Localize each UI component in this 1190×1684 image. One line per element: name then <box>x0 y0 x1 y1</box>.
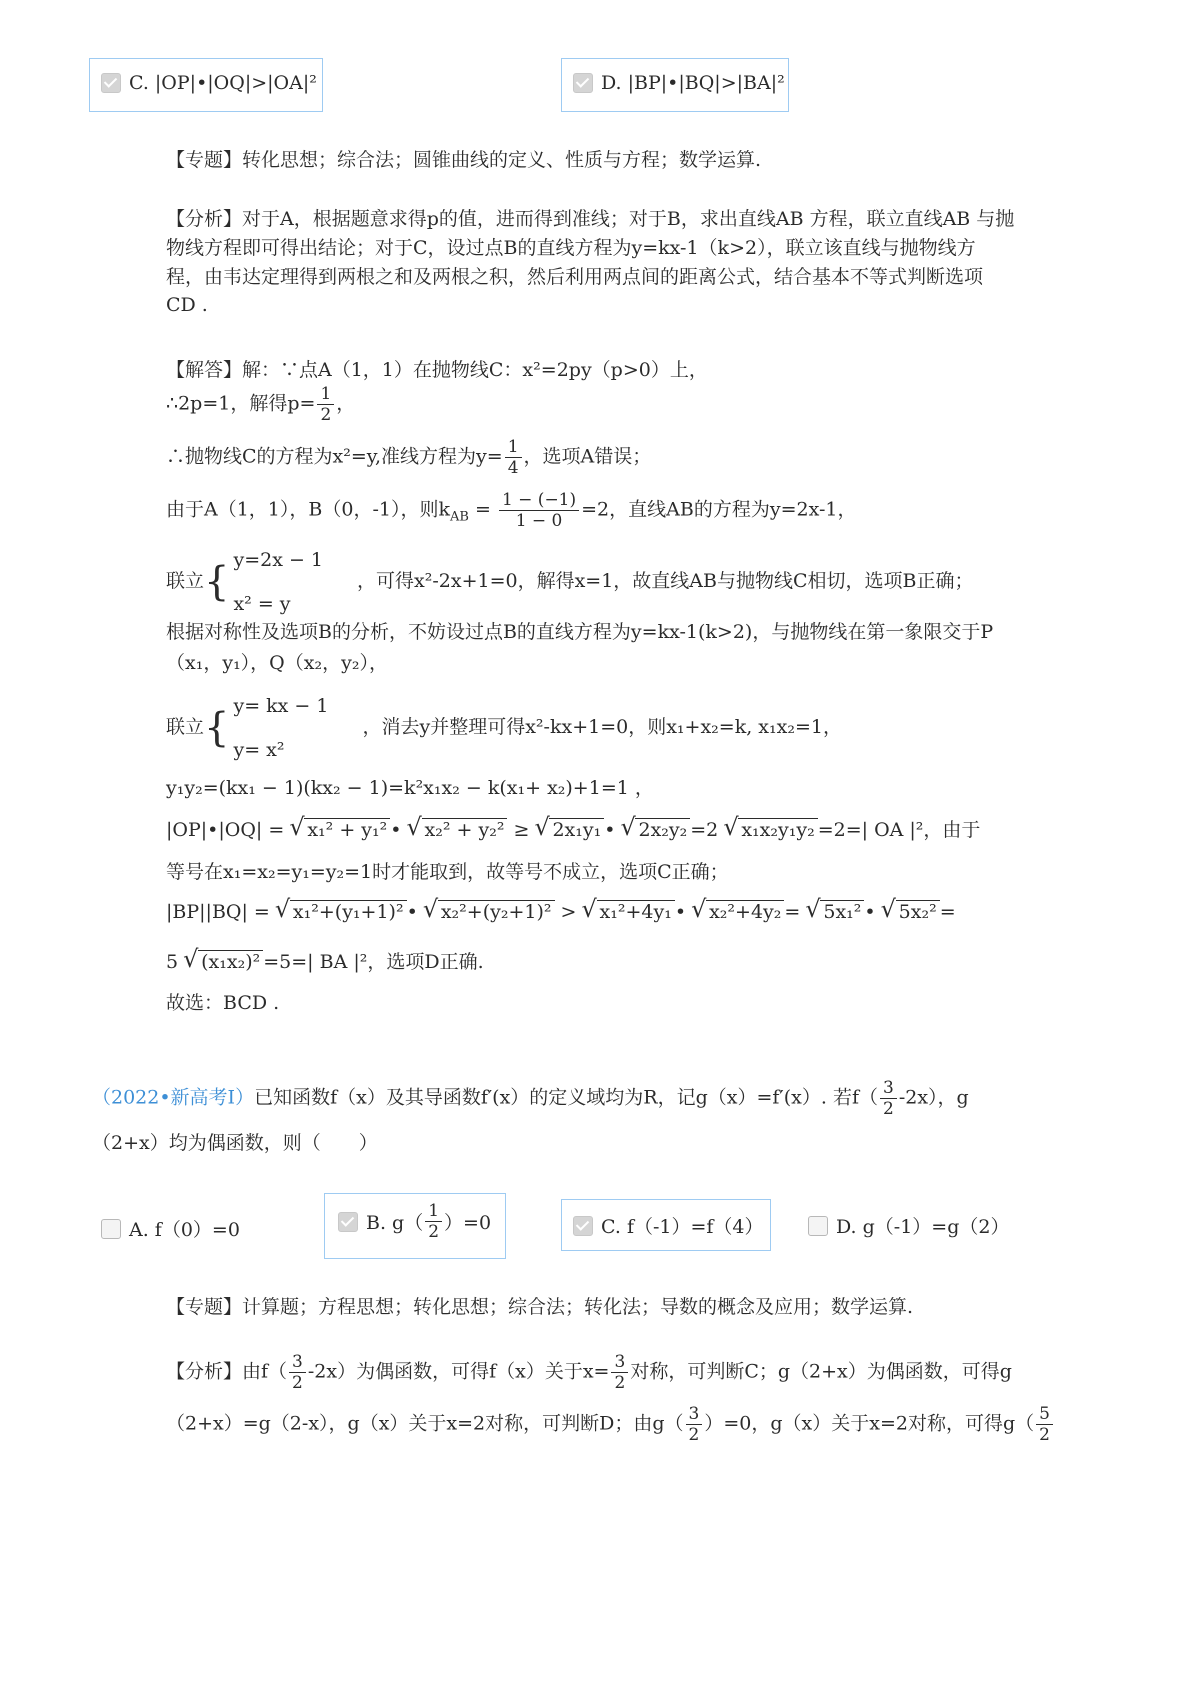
topic-1: 【专题】转化思想；综合法；圆锥曲线的定义、性质与方程；数学运算. <box>166 149 762 171</box>
sqrt: √ x₁²+4y₁ <box>597 900 675 923</box>
option-c2[interactable]: C. f（-1）=f（4） <box>573 1212 764 1239</box>
option-letter: C. <box>129 72 149 94</box>
question-source: （2022•新高考Ⅰ） <box>92 1086 255 1109</box>
question-2-line-2: （2+x）均为偶函数，则（ ） <box>92 1132 378 1154</box>
solution-line-13: 5 √ (x₁x₂)² =5=| BA |²，选项D正确. <box>166 947 484 974</box>
checkbox-unchecked-icon[interactable] <box>101 1219 121 1239</box>
analysis-2-line-1: 【分析】由f（ $\frac{3}{2}$ -2x）为偶函数，可得f（x）关于x= $\frac{3}{2}$ 对称，可判断C；g（2+x）为偶函数，可得g <box>166 1352 1012 1393</box>
checkbox-unchecked-icon[interactable] <box>808 1216 828 1236</box>
solution-line-14: 故选：BCD . <box>166 992 280 1014</box>
option-text: |BP|•|BQ|>|BA|² <box>627 72 785 94</box>
fraction: $\frac{5}{2}$ <box>1036 1404 1053 1445</box>
fraction: $\frac{1 - (-1)}{1 - 0}$ <box>499 490 579 531</box>
brace-icon: { <box>204 559 230 605</box>
option-d[interactable] <box>573 72 785 94</box>
checkbox-checked-icon[interactable] <box>573 1216 593 1236</box>
solution-line-6: 根据对称性及选项B的分析，不妨设过点B的直线方程为y=kx-1(k>2)，与抛物线在第一象限交于P <box>166 621 994 643</box>
fraction: $\frac{3}{2}$ <box>880 1078 897 1119</box>
sqrt: √ 2x₁y₁ <box>549 818 604 841</box>
solution-line-5: 联立{ y=2x − 1 x² = y ，可得x²-2x+1=0，解得x=1，故直线AB与抛物线C相切，选项B正确； <box>166 549 974 615</box>
solution-line-2: ∴2p=1，解得p= $\frac{1}{2}$ ， <box>166 384 356 425</box>
solution-line-8: 联立{ y= kx − 1 y= x² ，消去y并整理可得x²-kx+1=0，则x₁+x₂=k, x₁x₂=1， <box>166 695 842 761</box>
fraction: $\frac{3}{2}$ <box>686 1404 703 1445</box>
sqrt: √ x₁²+(y₁+1)² <box>290 900 407 923</box>
fraction: $\frac{3}{2}$ <box>289 1352 306 1393</box>
solution-line-10: |OP|•|OQ| = √ x₁² + y₁² • √ x₂² + y₂² ≥ √ 2x₁y₁ • √ 2x₂y₂ =2 √ x₁x₂y₁y₂ =2=| OA |²，由于 <box>166 815 980 842</box>
sqrt: √ x₂² + y₂² <box>422 818 508 841</box>
sqrt: √ x₂²+4y₂ <box>706 900 784 923</box>
fraction: $\frac{1}{2}$ <box>425 1201 442 1242</box>
sqrt: √ x₂²+(y₂+1)² <box>438 900 555 923</box>
sqrt: √ x₁x₂y₁y₂ <box>738 818 817 841</box>
solution-line-12: |BP||BQ| = √ x₁²+(y₁+1)² • √ x₂²+(y₂+1)² > √ x₁²+4y₁ • √ x₂²+4y₂ = √ 5x₁² • √ 5x₂² = <box>166 900 956 923</box>
checkbox-checked-icon[interactable] <box>573 73 593 93</box>
solution-line-11: 等号在x₁=x₂=y₁=y₂=1时才能取到，故等号不成立，选项C正确； <box>166 861 729 883</box>
solution-line-9: y₁y₂=(kx₁ − 1)(kx₂ − 1)=k²x₁x₂ − k(x₁+ x₂)+1=1 ， <box>166 777 654 799</box>
checkbox-checked-icon[interactable] <box>101 73 121 93</box>
option-text: |OP|•|OQ|>|OA|² <box>154 72 317 94</box>
analysis-1-line: CD . <box>166 294 208 316</box>
option-a[interactable]: A. f（0）=0 <box>101 1215 240 1242</box>
brace-icon: { <box>204 705 230 751</box>
question-2-line-1: （2022•新高考Ⅰ）已知函数f（x）及其导函数f′(x）的定义域均为R，记g（x）=f′(x）. 若f（ $\frac{3}{2}$ -2x），g <box>92 1078 969 1119</box>
sqrt: √ x₁² + y₁² <box>304 818 390 841</box>
analysis-1-line: 程，由韦达定理得到两根之和及两根之积，然后利用两点间的距离公式，结合基本不等式判断选项 <box>166 266 984 288</box>
sqrt: √ 5x₁² <box>820 900 864 923</box>
solution-line-4: 由于A（1，1），B（0，-1），则$k_{AB}$ = $\frac{1 - (-1)}{1 - 0}$ =2，直线AB的方程为y=2x-1， <box>166 490 857 531</box>
solution-line-7: （x₁，y₁），Q（x₂，y₂）， <box>166 652 388 674</box>
fraction: $\frac{1}{2}$ <box>317 384 334 425</box>
option-b[interactable]: B. g（ $\frac{1}{2}$ ）=0 <box>338 1201 491 1242</box>
fraction: $\frac{1}{4}$ <box>505 437 522 478</box>
option-c[interactable] <box>101 72 317 94</box>
analysis-1-line: 物线方程即可得出结论；对于C，设过点B的直线方程为y=kx-1（k>2），联立该直线与抛物线方 <box>166 237 976 259</box>
solution-line-3: ∴抛物线C的方程为x²=y,准线方程为y= $\frac{1}{4}$ ，选项A错误； <box>166 437 652 478</box>
analysis-1-line: 【分析】对于A，根据题意求得p的值，进而得到准线；对于B，求出直线AB 方程，联立直线AB 与抛 <box>166 208 1015 230</box>
sqrt: √ (x₁x₂)² <box>198 950 263 973</box>
sqrt: √ 5x₂² <box>896 900 940 923</box>
solution-line-1: 【解答】解：∵点A（1，1）在抛物线C：x²=2py（p>0）上， <box>166 359 708 381</box>
topic-2: 【专题】计算题；方程思想；转化思想；综合法；转化法；导数的概念及应用；数学运算. <box>166 1296 914 1318</box>
option-letter: D. <box>601 72 622 94</box>
option-d2[interactable]: D. g（-1）=g（2） <box>808 1212 1009 1239</box>
sqrt: √ 2x₂y₂ <box>635 818 690 841</box>
checkbox-checked-icon[interactable] <box>338 1212 358 1232</box>
fraction: $\frac{3}{2}$ <box>611 1352 628 1393</box>
analysis-2-line-2: （2+x）=g（2-x），g（x）关于x=2对称，可判断D；由g（ $\frac{3}{2}$ ）=0，g（x）关于x=2对称，可得g（ $\frac{5}{2}$ <box>166 1404 1055 1445</box>
